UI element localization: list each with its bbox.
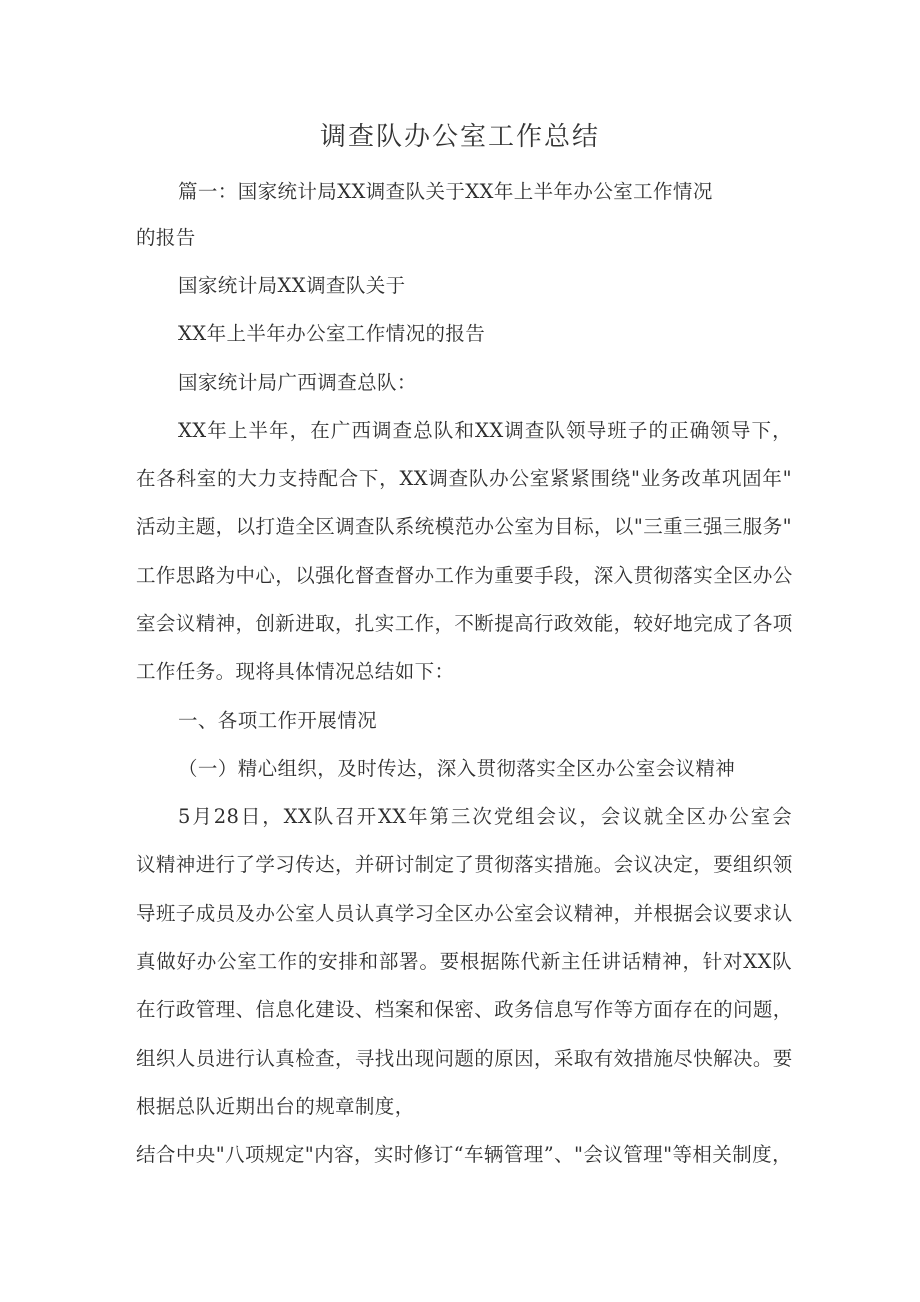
paragraph-line: 工作任务。现将具体情况总结如下： xyxy=(136,660,455,683)
paragraph-line: 导班子成员及办公室人员认真学习全区办公室会议精神，并根据会议要求认 xyxy=(136,902,793,925)
paragraph-line: 在各科室的大力支持配合下，XX调查队办公室紧紧围绕"业务改革巩固年" xyxy=(136,467,792,490)
paragraph-line: 真做好办公室工作的安排和部署。要根据陈代新主任讲话精神，针对XX队 xyxy=(136,950,792,973)
paragraph-line: 根据总队近期出台的规章制度， xyxy=(136,1095,415,1118)
paragraph-line: XX年上半年办公室工作情况的报告 xyxy=(178,322,486,345)
paragraph-line: XX年上半年，在广西调查总队和XX调查队领导班子的正确领导下， xyxy=(178,419,792,442)
document-title: 调查队办公室工作总结 xyxy=(319,122,600,152)
paragraph-line: 工作思路为中心，以强化督查督办工作为重要手段，深入贯彻落实全区办公 xyxy=(136,564,793,587)
paragraph-line: 组织人员进行认真检查，寻找出现问题的原因，采取有效措施尽快解决。要 xyxy=(136,1047,793,1070)
paragraph-line: 5月28日，XX队召开XX年第三次党组会议，会议就全区办公室会 xyxy=(178,805,792,828)
subsection-heading: （一）精心组织，及时传达，深入贯彻落实全区办公室会议精神 xyxy=(178,757,736,780)
paragraph-line: 国家统计局广西调查总队： xyxy=(178,371,417,394)
paragraph-line: 在行政管理、信息化建设、档案和保密、政务信息写作等方面存在的问题， xyxy=(136,998,793,1021)
paragraph-line: 国家统计局XX调查队关于 xyxy=(178,274,406,297)
paragraph-line: 的报告 xyxy=(136,226,196,249)
paragraph-line: 室会议精神，创新进取，扎实工作，不断提高行政效能，较好地完成了各项 xyxy=(136,612,793,635)
paragraph-line: 活动主题，以打造全区调查队系统模范办公室为目标，以"三重三强三服务" xyxy=(136,515,792,538)
paragraph-line: 结合中央"八项规定"内容，实时修订“车辆管理”、"会议管理"等相关制度， xyxy=(136,1143,792,1166)
section-heading: 一、各项工作开展情况 xyxy=(178,709,378,732)
paragraph-line: 议精神进行了学习传达，并研讨制定了贯彻落实措施。会议决定，要组织领 xyxy=(136,853,793,876)
paragraph-line: 篇一：国家统计局XX调查队关于XX年上半年办公室工作情况 xyxy=(178,180,713,203)
